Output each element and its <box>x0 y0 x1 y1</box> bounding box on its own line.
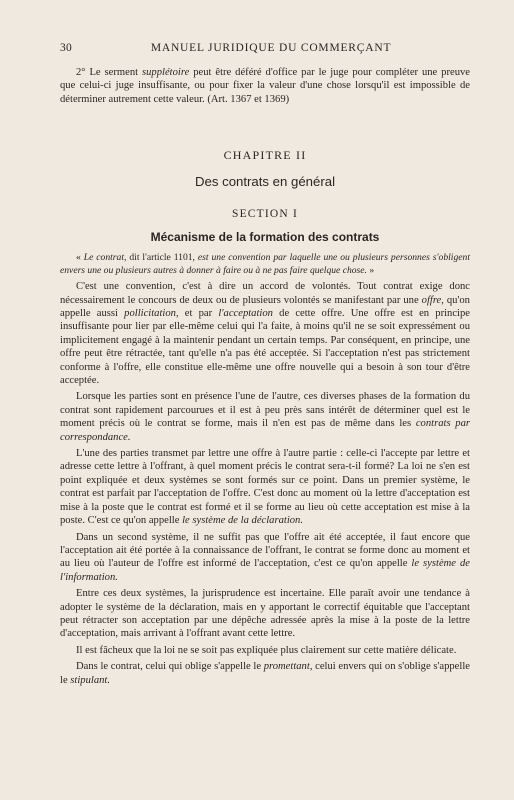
italic-term: offre <box>421 294 442 306</box>
paragraph-second-system <box>60 531 470 585</box>
page-number: 30 <box>60 42 73 54</box>
quote-mark: » <box>366 264 375 276</box>
body-text <box>60 252 470 690</box>
section-title: Mécanisme de la formation des contrats <box>150 230 380 244</box>
page-header <box>60 42 470 54</box>
italic-term: l'acceptation <box>218 308 273 319</box>
paragraph-jurisprudence: Entre ces deux systèmes, la jurisprudence est incertaine. Elle paraît avoir une tendance à adopter le système de la déclaration, mais en y apportant le correctif équitable que l'acceptant peut rétracter son acceptation par une dépêche adressée après la mise à la poste de la lettre d'acceptation, mais arrivant à l'offrant avant cette lettre. <box>60 588 470 640</box>
article-quote <box>60 252 470 277</box>
paragraph-presence <box>60 390 470 444</box>
paragraph-first-system <box>60 447 470 527</box>
italic-term: stipulant. <box>70 674 111 686</box>
paragraph-facheux: Il est fâcheux que la loi ne se soit pas expliquée plus clairement sur cette matière délicate. <box>76 644 457 656</box>
paragraph-convention <box>60 280 470 387</box>
text-run: Lorsque les parties sont en présence l'une de l'autre, ces diverses phases de la formation du contrat sont rapidement parcourues et il est à peu près sans intérêt de déterminer quel est le moment précis où le contrat se forme, mais il n'en est pas de même dans les <box>60 391 470 430</box>
text-run: Dans un second système, il ne suffit pas que l'offre ait été acceptée, il faut encore que l'acceptation ait été portée à la connaissance de l'offrant, le contrat se forme donc au moment et au lieu où l'auteur de l'offre est informé de l'acceptation, c'est ce qu'on appelle <box>60 531 470 570</box>
paragraph-serment <box>60 66 470 106</box>
section-label: SECTION I <box>231 208 299 220</box>
italic-term: le système de l'information. <box>60 558 470 583</box>
text-run: est une convention par laquelle une ou plusieurs personnes s'obligent envers une ou plusieurs autres à donner à faire ou à ne pas faire quelque chose. <box>60 252 470 276</box>
italic-term: le système de la déclaration. <box>182 515 304 527</box>
text-run: de cette offre. Une offre est en principe insuffisante pour lier par elle-même celui qui l'a faite, à moins qu'il ne se soit expressément ou implicitement engagé à la maintenir pendant un certain temps. Par conséquent, en principe, une offre peut être rétractée, tant qu'elle n'a pas été acceptée. Si l'acceptation n'est pas strictement conforme à l'offre, elle constitue elle-même une offre nouvelle qui a besoin à son tour d'être acceptée. <box>60 308 470 387</box>
italic-term: supplétoire <box>142 67 190 78</box>
running-title: MANUEL JURIDIQUE DU COMMERÇANT <box>150 42 392 54</box>
text-run: L'une des parties transmet par lettre une offre à l'autre partie : celle-ci l'accepte par lettre et adresse cette lettre à l'offrant, à quel moment précis le contrat sera-t-il formé? La loi ne s'en est point expliquée et deux systèmes se sont formés sur ce point. Dans un premier système, le contrat est parfait par l'acceptation de l'offre. C'est donc au moment où la lettre d'acceptation est mise à la poste que le contrat est formé et il se forme au lieu où cette acceptation est mise à la poste. C'est ce qu'on appelle <box>60 448 470 527</box>
chapter-label: CHAPITRE II <box>223 148 307 162</box>
chapter-title: Des contrats en général <box>194 174 335 189</box>
quote-mark: « <box>76 252 84 263</box>
paragraph-promettant <box>60 660 470 687</box>
italic-term: promettant <box>263 661 310 673</box>
text-run: , qu'on appelle aussi <box>60 294 470 319</box>
text-run: dit l'article 1101, <box>126 252 198 263</box>
text-run: peut être déféré d'office par le juge pour compléter une preuve que celui-ci juge insuffisante, ou pour fixer la valeur d'une chose lorsqu'il est impossible de déterminer autrement cette valeur. (Art. 1367 et 1369) <box>60 67 471 105</box>
text-run: 2° Le serment <box>76 67 143 78</box>
text-run: Dans le contrat, celui qui oblige s'appelle le <box>76 661 264 673</box>
italic-term: pollicitation <box>124 308 176 319</box>
text-run: , celui envers qui on s'oblige s'appelle le <box>60 661 470 686</box>
text-run: C'est une convention, c'est à dire un accord de volontés. Tout contrat exige donc nécessairement le concours de deux ou de plusieurs volontés se manifestant par une <box>60 281 470 306</box>
top-paragraph-block <box>60 66 470 109</box>
italic-term: contrats par correspondance. <box>60 418 470 443</box>
text-run: , et par <box>175 308 219 319</box>
text-run: Le contrat, <box>83 252 127 263</box>
